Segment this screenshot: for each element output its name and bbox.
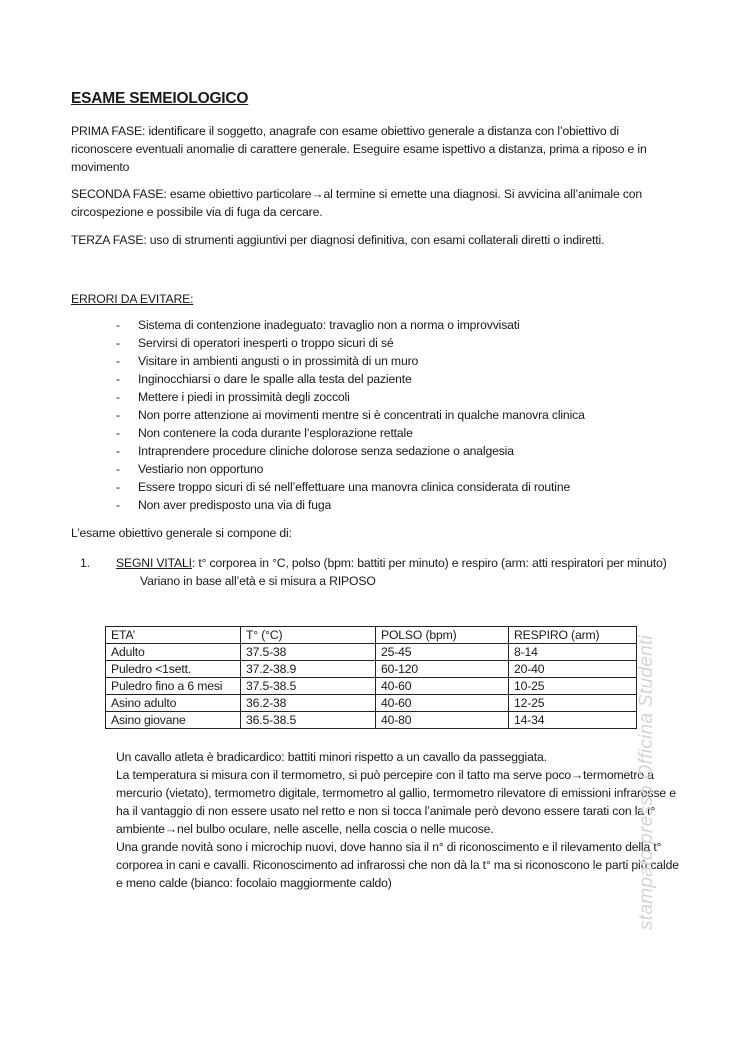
item-text: : t° corporea in °C, polso (bpm: battiti per minuto) e respiro (arm: atti respiratori per minuto) [191, 556, 667, 570]
item-body [116, 554, 671, 590]
table-row [106, 644, 637, 661]
table-cell: 10-25 [509, 678, 637, 695]
phase-2-text: esame obiettivo particolare→al termine si emette una diagnosi. Si avvicina all’animale con circospezione e possibile via di fuga da cercare. [71, 187, 643, 219]
list-item [116, 334, 585, 352]
list-item [116, 478, 585, 496]
list-item-text: Non aver predisposto una via di fuga [138, 498, 332, 512]
table-cell: Asino giovane [106, 712, 241, 729]
table-cell: 37.2-38.9 [241, 661, 376, 678]
list-item [116, 370, 585, 388]
item-subline: Variano in base all’età e si misura a RIPOSO [140, 574, 376, 588]
phase-2-label: SECONDA FASE: [71, 187, 167, 201]
phase-3-paragraph [71, 231, 671, 249]
table-cell: 20-40 [509, 661, 637, 678]
bullet-dash: - [116, 408, 120, 422]
list-item-text: Sistema di contenzione inadeguato: travaglio non a norma o improvvisati [138, 318, 520, 332]
phase-3-text: uso di strumenti aggiuntivi per diagnosi definitiva, con esami collaterali diretti o indiretti. [146, 233, 605, 247]
table-cell: 40-80 [376, 712, 509, 729]
list-item [116, 460, 585, 478]
table-cell: Adulto [106, 644, 241, 661]
vital-signs-table [105, 626, 637, 729]
table-cell: 12-25 [509, 695, 637, 712]
intro-paragraph: L’esame obiettivo generale si compone di: [71, 526, 292, 540]
bullet-dash: - [116, 480, 120, 494]
table-header-row [106, 627, 637, 644]
list-item-text: Servirsi di operatori inesperti o troppo sicuri di sé [138, 336, 394, 350]
bullet-dash: - [116, 426, 120, 440]
errors-list [116, 316, 585, 514]
list-item [116, 424, 585, 442]
table-cell: 25-45 [376, 644, 509, 661]
header-cell: ETA’ [106, 627, 241, 644]
bullet-dash: - [116, 354, 120, 368]
watermark: stampato presso Officina Studenti [636, 634, 657, 930]
table-cell: 36.2-38 [241, 695, 376, 712]
bullet-dash: - [116, 498, 120, 512]
table-cell: Puledro fino a 6 mesi [106, 678, 241, 695]
list-item [116, 316, 585, 334]
list-item-text: Inginocchiarsi o dare le spalle alla testa del paziente [138, 372, 412, 386]
note-paragraph: Un cavallo atleta è bradicardico: battiti minori rispetto a un cavallo da passeggiata. [116, 750, 547, 764]
list-item [116, 388, 585, 406]
item-number: 1. [80, 556, 90, 570]
list-item-text: Intraprendere procedure cliniche dolorose senza sedazione o analgesia [138, 444, 514, 458]
bullet-dash: - [116, 318, 120, 332]
table-cell: Puledro <1sett. [106, 661, 241, 678]
header-cell: RESPIRO (arm) [509, 627, 637, 644]
list-item-text: Non porre attenzione ai movimenti mentre si è concentrati in qualche manovra clinica [138, 408, 585, 422]
phase-1-paragraph [71, 122, 671, 176]
table-cell: Asino adulto [106, 695, 241, 712]
bullet-dash: - [116, 372, 120, 386]
table-row [106, 661, 637, 678]
table-cell: 14-34 [509, 712, 637, 729]
table-row [106, 678, 637, 695]
phase-2-paragraph [71, 185, 671, 221]
list-item-text: Essere troppo sicuri di sé nell’effettuare una manovra clinica considerata di routine [138, 480, 571, 494]
bullet-dash: - [116, 444, 120, 458]
table-cell: 40-60 [376, 678, 509, 695]
table-cell: 37.5-38 [241, 644, 376, 661]
table-cell: 60-120 [376, 661, 509, 678]
document-title: ESAME SEMEIOLOGICO [71, 90, 249, 107]
table-cell: 40-60 [376, 695, 509, 712]
item-label: SEGNI VITALI [116, 556, 192, 570]
list-item [116, 406, 585, 424]
list-item-text: Non contenere la coda durante l’esplorazione rettale [138, 426, 413, 440]
table-row [106, 712, 637, 729]
table-cell: 8-14 [509, 644, 637, 661]
phase-1-text: identificare il soggetto, anagrafe con esame obiettivo generale a distanza con l’obiettivo di riconoscere eventuali anomalie di carattere generale. Eseguire esame ispettivo a distanza, prima a riposo e in movimento [71, 124, 647, 174]
phase-3-label: TERZA FASE: [71, 233, 147, 247]
bullet-dash: - [116, 336, 120, 350]
list-item-text: Vestiario non opportuno [138, 462, 264, 476]
note-paragraph: La temperatura si misura con il termometro, si può percepire con il tatto ma serve poco→termometro a mercurio (vietato), termometro digitale, termometro al gallio, termometro rilevatore di emissioni infrarosse e ha il vantaggio di non essere usato nel retto e non si tocca l’animale però devono essere tarati con la t° ambiente→nel bulbo oculare, nelle ascelle, nella coscia o nelle mucose. [116, 768, 676, 836]
header-cell: T° (°C) [241, 627, 376, 644]
header-cell: POLSO (bpm) [376, 627, 509, 644]
list-item [116, 442, 585, 460]
table-cell: 36.5-38.5 [241, 712, 376, 729]
list-item-text: Visitare in ambienti angusti o in prossimità di un muro [138, 354, 419, 368]
phase-1-label: PRIMA FASE: [71, 124, 146, 138]
note-paragraph: Una grande novità sono i microchip nuovi, dove hanno sia il n° di riconoscimento e il rilevamento della t° corporea in cani e cavalli. Riconoscimento ad infrarossi che non dà la t° ma si riconoscono le parti più calde e meno calde (bianco: focolaio maggiormente caldo) [116, 840, 679, 890]
list-item-text: Mettere i piedi in prossimità degli zoccoli [138, 390, 350, 404]
notes-block [116, 748, 681, 892]
list-item [116, 496, 585, 514]
bullet-dash: - [116, 462, 120, 476]
bullet-dash: - [116, 390, 120, 404]
errors-heading: ERRORI DA EVITARE: [71, 292, 194, 306]
list-item [116, 352, 585, 370]
table-row [106, 695, 637, 712]
table-cell: 37.5-38.5 [241, 678, 376, 695]
